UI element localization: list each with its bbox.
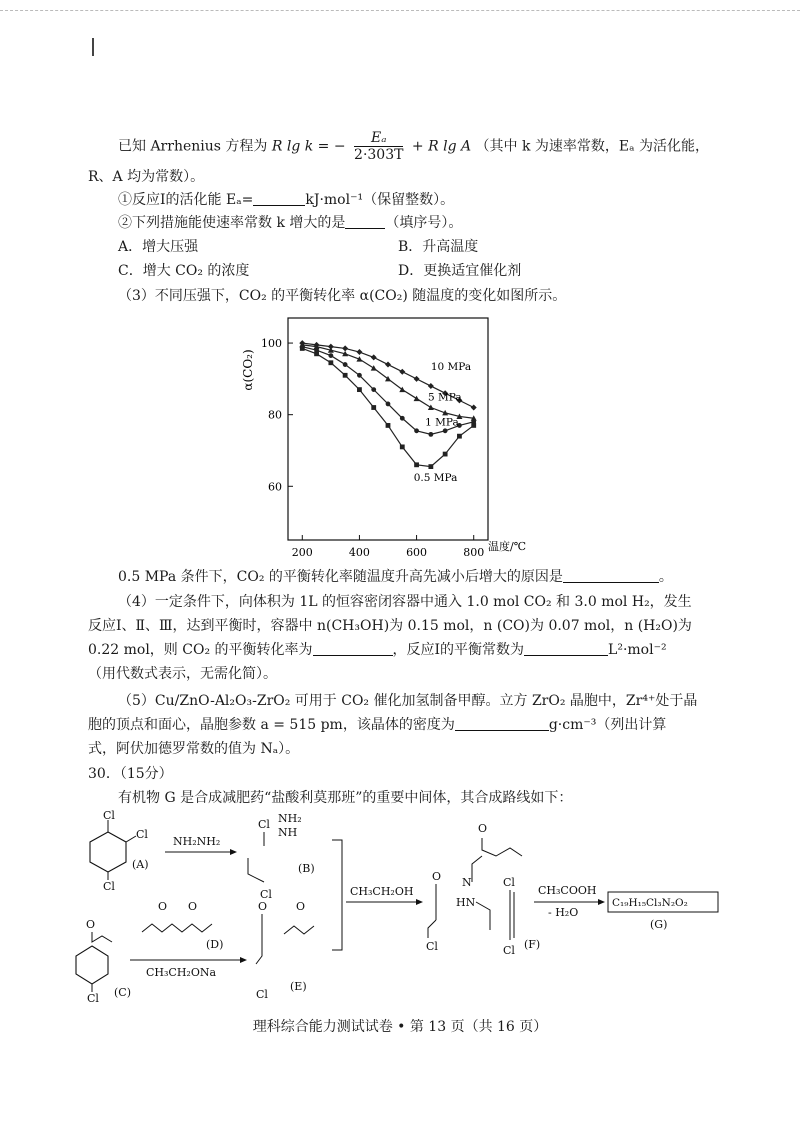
q4-line1: （4）一定条件下，向体积为 1L 的恒容密闭容器中通入 1.0 mol CO₂ 和 3.0 mol H₂，发生 bbox=[118, 594, 692, 610]
series-label-0: 10 MPa bbox=[430, 360, 472, 373]
e-cl: Cl bbox=[256, 988, 268, 1001]
compound-d bbox=[142, 900, 223, 951]
arrhenius-note: （其中 k 为速率常数，Eₐ 为活化能， bbox=[475, 138, 710, 155]
arrhenius-rhs: + R lg A bbox=[411, 138, 472, 155]
option-b: B．升高温度 bbox=[398, 239, 479, 255]
b-nh2: NH₂ bbox=[278, 812, 302, 825]
arrhenius-line bbox=[118, 130, 709, 163]
reagent-1: NH₂NH₂ bbox=[173, 835, 221, 848]
compound-b bbox=[248, 812, 315, 901]
data-point bbox=[371, 365, 377, 371]
f-o: O bbox=[432, 870, 442, 883]
reagent-3b: - H₂O bbox=[548, 906, 579, 919]
q4-conversion-blank[interactable] bbox=[313, 641, 393, 656]
label-c: (C) bbox=[114, 986, 131, 999]
label-a: (A) bbox=[132, 858, 149, 871]
fraction-denominator: 2·303T bbox=[354, 147, 404, 163]
x-tick-label: 800 bbox=[463, 546, 485, 559]
y-tick-label: 60 bbox=[268, 480, 282, 494]
co2-conversion-chart bbox=[230, 310, 530, 560]
arrhenius-lead: 已知 Arrhenius 方程为 bbox=[118, 138, 268, 155]
arrhenius-note2: R、A 均为常数）。 bbox=[88, 169, 205, 185]
data-point bbox=[328, 360, 333, 365]
compound-a bbox=[90, 810, 149, 893]
data-point bbox=[428, 464, 433, 469]
series-label-3: 0.5 MPa bbox=[413, 471, 458, 484]
arrhenius-fraction bbox=[354, 130, 403, 163]
series-label-1: 5 MPa bbox=[428, 391, 462, 404]
data-point bbox=[386, 423, 391, 428]
data-point bbox=[300, 346, 305, 351]
data-point bbox=[428, 405, 434, 411]
data-point bbox=[328, 353, 333, 358]
data-point bbox=[414, 462, 419, 467]
data-point bbox=[356, 349, 362, 355]
data-point bbox=[371, 387, 376, 392]
c-cl: Cl bbox=[87, 992, 99, 1005]
reagent-3: CH₃COOH bbox=[538, 884, 597, 897]
data-point bbox=[314, 351, 319, 356]
arrhenius-lhs: R lg k = − bbox=[271, 138, 346, 155]
x-tick-label: 400 bbox=[348, 546, 370, 559]
c-o: O bbox=[86, 918, 96, 931]
series-label-2: 1 MPa bbox=[425, 416, 459, 429]
q4-text-b: ，反应Ⅰ的平衡常数为 bbox=[392, 642, 525, 658]
option-d: D．更换适宜催化剂 bbox=[398, 263, 522, 279]
data-point bbox=[371, 405, 376, 410]
q3b-answer-blank[interactable] bbox=[563, 568, 659, 583]
q4-k-blank[interactable] bbox=[524, 641, 608, 656]
q30-intro: 有机物 G 是合成减肥药“盐酸利莫那班”的重要中间体，其合成路线如下： bbox=[118, 790, 573, 806]
q5-text-a: 胞的顶点和面心，晶胞参数 a = 515 pm，该晶体的密度为 bbox=[88, 717, 455, 733]
data-point bbox=[342, 345, 348, 351]
e-o: O bbox=[258, 900, 268, 913]
a-cl-side: Cl bbox=[136, 828, 148, 841]
fraction-numerator: Eₐ bbox=[354, 130, 403, 147]
reagent-2: CH₃CH₂OH bbox=[350, 885, 414, 898]
label-b: (B) bbox=[298, 862, 315, 875]
data-point bbox=[414, 376, 420, 382]
q5-density-blank[interactable] bbox=[455, 716, 549, 731]
q4-line3 bbox=[88, 641, 667, 659]
q4-line2: 反应Ⅰ、Ⅱ、Ⅲ，达到平衡时，容器中 n(CH₃OH)为 0.15 mol，n (CO)为 0.07 mol，n (H₂O)为 bbox=[88, 618, 692, 634]
f-n: N bbox=[462, 876, 472, 889]
formula-g: C₁₉H₁₅Cl₃N₂O₂ bbox=[612, 897, 688, 909]
data-point bbox=[414, 428, 419, 433]
q3b-line bbox=[118, 568, 673, 586]
data-point bbox=[357, 387, 362, 392]
series-line-1 bbox=[302, 345, 473, 418]
compound-e bbox=[256, 900, 314, 1001]
data-point bbox=[471, 405, 477, 411]
b-nh: NH bbox=[278, 826, 298, 839]
label-e: (E) bbox=[290, 980, 307, 993]
label-f: (F) bbox=[524, 938, 541, 951]
y-tick-label: 100 bbox=[261, 337, 282, 351]
q5-text-b: g·cm⁻³（列出计算 bbox=[548, 717, 667, 733]
q30-heading: 30．（15分） bbox=[88, 766, 173, 782]
scan-mark bbox=[92, 38, 94, 56]
data-point bbox=[343, 373, 348, 378]
q5-line1: （5）Cu/ZnO-Al₂O₃-ZrO₂ 可用于 CO₂ 催化加氢制备甲醇。立方 ZrO₂ 晶胞中，Zr⁴⁺处于晶 bbox=[118, 693, 698, 709]
page-footer: 理科综合能力测试试卷 • 第 13 页（共 16 页） bbox=[252, 1019, 548, 1035]
e-o-ester: O bbox=[296, 900, 306, 913]
a-cl-top: Cl bbox=[103, 810, 115, 822]
arrow-2-head bbox=[416, 899, 423, 905]
q2-answer-blank[interactable] bbox=[345, 214, 385, 229]
f-o-ester: O bbox=[478, 822, 488, 835]
data-point bbox=[400, 445, 405, 450]
q3-text: （3）不同压强下，CO₂ 的平衡转化率 α(CO₂) 随温度的变化如图所示。 bbox=[118, 288, 567, 304]
data-point bbox=[471, 423, 476, 428]
data-point bbox=[343, 362, 348, 367]
q3b-end: 。 bbox=[658, 569, 673, 585]
q3b-text: 0.5 MPa 条件下，CO₂ 的平衡转化率随温度升高先减小后增大的原因是 bbox=[118, 569, 563, 585]
x-tick-label: 600 bbox=[406, 546, 428, 559]
compound-c bbox=[76, 918, 131, 1005]
x-axis-label: 温度/℃ bbox=[488, 540, 527, 553]
label-g: (G) bbox=[650, 918, 668, 931]
compound-f bbox=[426, 822, 540, 957]
x-tick-label: 200 bbox=[291, 546, 313, 559]
data-point bbox=[386, 402, 391, 407]
q2-text: ②下列措施能使速率常数 k 增大的是 bbox=[118, 215, 346, 231]
data-point bbox=[414, 396, 420, 402]
q1-answer-blank[interactable] bbox=[253, 191, 305, 206]
data-point bbox=[399, 369, 405, 375]
y-tick-label: 80 bbox=[268, 408, 282, 422]
arrow-4-head bbox=[240, 957, 247, 963]
arrow-3-head bbox=[598, 899, 605, 905]
data-point bbox=[443, 452, 448, 457]
data-point bbox=[385, 362, 391, 368]
option-a: A．增大压强 bbox=[118, 239, 199, 255]
bracket bbox=[332, 840, 342, 950]
data-point bbox=[357, 373, 362, 378]
reagent-4: CH₃CH₂ONa bbox=[146, 966, 217, 979]
arrow-1-head bbox=[230, 849, 237, 855]
a-cl-bottom: Cl bbox=[103, 880, 115, 893]
q1-text: ①反应Ⅰ的活化能 Eₐ= bbox=[118, 192, 254, 208]
q1-unit: kJ·mol⁻¹（保留整数）。 bbox=[305, 192, 455, 208]
f-cl-bottom: Cl bbox=[503, 944, 515, 957]
option-c: C．增大 CO₂ 的浓度 bbox=[118, 263, 250, 279]
q4-text-a: 0.22 mol，则 CO₂ 的平衡转化率为 bbox=[88, 642, 313, 658]
q1-line bbox=[118, 191, 454, 209]
scan-top-edge bbox=[0, 10, 800, 11]
data-point bbox=[457, 434, 462, 439]
data-point bbox=[400, 416, 405, 421]
data-point bbox=[428, 383, 434, 389]
q4-line4: （用代数式表示，无需化简）。 bbox=[88, 666, 277, 682]
d-o-left: O bbox=[158, 900, 168, 913]
synthesis-scheme bbox=[70, 810, 750, 1010]
f-cl-left: Cl bbox=[426, 940, 438, 953]
f-hn: HN bbox=[456, 896, 476, 909]
b-cl-bottom: Cl bbox=[260, 888, 272, 901]
data-point bbox=[371, 354, 377, 360]
q5-line2 bbox=[88, 716, 666, 734]
f-cl-top: Cl bbox=[503, 876, 515, 889]
label-d: (D) bbox=[206, 938, 224, 951]
q4-unit: L²·mol⁻² bbox=[608, 642, 667, 658]
q2-line bbox=[118, 214, 462, 232]
y-axis-label: α(CO₂) bbox=[241, 349, 255, 391]
q5-line3: 式，阿伏加德罗常数的值为 Nₐ）。 bbox=[88, 741, 300, 757]
data-point bbox=[443, 428, 448, 433]
data-point bbox=[428, 432, 433, 437]
b-cl-top: Cl bbox=[258, 818, 270, 831]
q2-suffix: （填序号）。 bbox=[385, 215, 463, 231]
d-o-right: O bbox=[188, 900, 198, 913]
